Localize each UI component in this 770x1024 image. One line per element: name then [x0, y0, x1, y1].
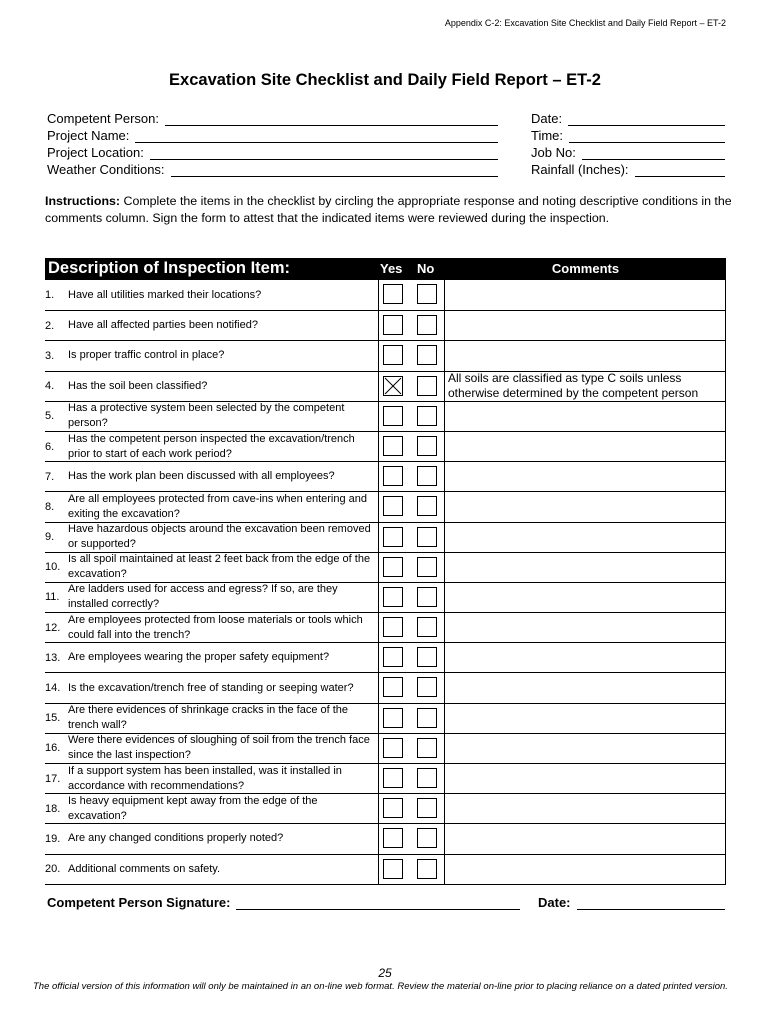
page-title: Excavation Site Checklist and Daily Field Report – ET-2 [169, 71, 601, 89]
item-question: Are employees wearing the proper safety equipment? [68, 651, 330, 664]
project-location-label: Project Location: [47, 145, 144, 160]
item-question: Are any changed conditions properly noted? [68, 832, 284, 845]
item-number: 17. [45, 772, 61, 785]
weather-conditions-label: Weather Conditions: [47, 162, 165, 177]
column-divider [378, 432, 379, 461]
table-row [45, 401, 725, 431]
yes-checkbox[interactable] [383, 345, 403, 365]
no-checkbox[interactable] [417, 406, 437, 426]
comment-cell[interactable] [448, 824, 725, 853]
column-divider [444, 855, 445, 884]
column-divider [378, 553, 379, 582]
yes-checkbox[interactable] [383, 406, 403, 426]
column-divider [444, 734, 445, 763]
yes-checkbox[interactable] [383, 376, 403, 396]
item-number: 2. [45, 319, 55, 332]
table-row [45, 642, 725, 672]
column-divider [444, 492, 445, 521]
comment-cell[interactable] [448, 613, 725, 642]
rainfall-line[interactable] [635, 162, 725, 177]
column-divider [378, 492, 379, 521]
no-checkbox[interactable] [417, 557, 437, 577]
no-checkbox[interactable] [417, 284, 437, 304]
yes-checkbox[interactable] [383, 617, 403, 637]
comment-cell[interactable] [448, 583, 725, 612]
table-row [45, 431, 725, 461]
no-checkbox[interactable] [417, 708, 437, 728]
item-question: Has the competent person inspected the excavation/trench prior to start of each work period? [68, 432, 355, 460]
comment-cell[interactable] [448, 764, 725, 793]
instructions [45, 193, 735, 227]
table-row [45, 793, 725, 823]
time-label: Time: [531, 128, 564, 143]
no-checkbox[interactable] [417, 768, 437, 788]
date-line[interactable] [568, 111, 725, 126]
column-divider [444, 553, 445, 582]
column-divider [444, 824, 445, 853]
project-location-field[interactable] [47, 142, 498, 160]
table-header [45, 258, 726, 280]
column-divider [378, 855, 379, 884]
comment-cell[interactable] [448, 402, 725, 431]
comment-cell[interactable] [448, 311, 725, 340]
rainfall-field[interactable] [531, 159, 725, 177]
no-checkbox[interactable] [417, 677, 437, 697]
column-divider [378, 372, 379, 401]
comment-cell[interactable] [448, 523, 725, 552]
column-divider [378, 583, 379, 612]
no-checkbox[interactable] [417, 466, 437, 486]
appendix-header: Appendix C-2: Excavation Site Checklist and Daily Field Report – ET-2 [444, 18, 726, 28]
item-question: Have all affected parties been notified? [68, 319, 258, 332]
job-no-label: Job No: [531, 145, 576, 160]
column-divider [444, 673, 445, 702]
no-checkbox[interactable] [417, 828, 437, 848]
column-divider [378, 341, 379, 370]
yes-checkbox[interactable] [383, 587, 403, 607]
item-number: 4. [45, 380, 55, 393]
column-divider [444, 341, 445, 370]
table-row [45, 522, 725, 552]
date-field[interactable] [531, 108, 725, 126]
column-divider [378, 794, 379, 823]
item-question: Have all utilities marked their locations? [68, 288, 262, 301]
comments-header: Comments [551, 261, 620, 276]
footer-note: The official version of this information will only be maintained in an on-line web format. Review the material on-line prior to placing reliance on a dated printed version. [33, 981, 728, 992]
item-number: 9. [45, 531, 55, 544]
item-question: Were there evidences of sloughing of soil from the trench face since the last inspection? [68, 734, 370, 762]
column-divider [444, 583, 445, 612]
item-number: 6. [45, 440, 55, 453]
column-divider [378, 523, 379, 552]
instructions-label: Instructions: [45, 194, 121, 208]
table-row [45, 763, 725, 793]
rainfall-label: Rainfall (Inches): [531, 162, 629, 177]
column-divider [444, 462, 445, 491]
project-name-field[interactable] [47, 125, 498, 143]
table-row [45, 340, 725, 370]
item-number: 13. [45, 651, 61, 664]
item-number: 7. [45, 470, 55, 483]
signature-date-field[interactable] [538, 892, 725, 910]
table-row [45, 280, 725, 310]
item-question: Are employees protected from loose materials or tools which could fall into the trench? [68, 613, 363, 641]
comment-cell[interactable] [448, 492, 725, 521]
yes-checkbox[interactable] [383, 738, 403, 758]
item-question: Is all spoil maintained at least 2 feet back from the edge of the excavation? [68, 553, 371, 581]
table-row [45, 491, 725, 521]
table-row [45, 310, 725, 340]
table-row [45, 461, 725, 491]
column-divider [378, 673, 379, 702]
column-divider [378, 764, 379, 793]
yes-checkbox[interactable] [383, 527, 403, 547]
signature-line[interactable] [236, 895, 520, 910]
item-question: Are all employees protected from cave-ins when entering and exiting the excavation? [68, 492, 367, 520]
item-number: 10. [45, 561, 61, 574]
competent-person-line[interactable] [165, 111, 498, 126]
yes-checkbox[interactable] [383, 798, 403, 818]
table-row [45, 612, 725, 642]
column-divider [378, 704, 379, 733]
column-divider [444, 794, 445, 823]
item-number: 14. [45, 682, 61, 695]
no-checkbox[interactable] [417, 587, 437, 607]
column-divider [444, 523, 445, 552]
no-checkbox[interactable] [417, 617, 437, 637]
item-number: 20. [45, 863, 61, 876]
competent-person-label: Competent Person: [47, 111, 160, 126]
comment-cell[interactable] [448, 341, 725, 370]
yes-checkbox[interactable] [383, 466, 403, 486]
no-checkbox[interactable] [417, 798, 437, 818]
column-divider [378, 613, 379, 642]
table-row [45, 371, 725, 401]
description-header: Description of Inspection Item: [48, 259, 291, 277]
column-divider [444, 402, 445, 431]
column-divider [378, 311, 379, 340]
column-divider [444, 280, 445, 310]
item-question: Has the soil been classified? [68, 379, 208, 392]
date-label: Date: [531, 111, 563, 126]
item-question: Are ladders used for access and egress? If so, are they installed correctly? [68, 583, 338, 611]
column-divider [378, 734, 379, 763]
weather-conditions-field[interactable] [47, 159, 498, 177]
no-checkbox[interactable] [417, 738, 437, 758]
column-divider [444, 432, 445, 461]
job-no-field[interactable] [531, 142, 725, 160]
yes-checkbox[interactable] [383, 315, 403, 335]
instructions-text: Complete the items in the checklist by circling the appropriate response and noting descriptive conditions in the comments column. Sign the form to attest that the indicated items were reviewed during the inspection. [45, 194, 732, 225]
item-number: 3. [45, 349, 55, 362]
yes-checkbox[interactable] [383, 708, 403, 728]
column-divider [444, 311, 445, 340]
yes-checkbox[interactable] [383, 677, 403, 697]
yes-checkbox[interactable] [383, 768, 403, 788]
column-divider [378, 402, 379, 431]
no-checkbox[interactable] [417, 859, 437, 879]
yes-checkbox[interactable] [383, 647, 403, 667]
weather-conditions-line[interactable] [171, 162, 498, 177]
item-number: 5. [45, 410, 55, 423]
no-checkbox[interactable] [417, 436, 437, 456]
table-row [45, 854, 725, 884]
no-checkbox[interactable] [417, 345, 437, 365]
yes-checkbox[interactable] [383, 436, 403, 456]
comment-cell[interactable] [448, 280, 725, 310]
table-row [45, 552, 725, 582]
table-row [45, 582, 725, 612]
table-row [45, 733, 725, 763]
table-row [45, 703, 725, 733]
signature-label: Competent Person Signature: [47, 895, 231, 910]
column-divider [378, 824, 379, 853]
no-checkbox[interactable] [417, 496, 437, 516]
comment-cell[interactable] [448, 432, 725, 461]
no-header: No [417, 261, 435, 276]
table-row [45, 672, 725, 702]
item-number: 11. [45, 591, 60, 604]
item-question: Has the work plan been discussed with all employees? [68, 470, 335, 483]
competent-person-field[interactable] [47, 108, 498, 126]
item-question: Have hazardous objects around the excavation been removed or supported? [68, 523, 371, 551]
comment-cell[interactable] [448, 855, 725, 884]
item-number: 15. [45, 712, 61, 725]
signature-field[interactable] [47, 892, 520, 910]
comment-cell[interactable] [448, 643, 725, 672]
comment-cell[interactable] [448, 553, 725, 582]
column-divider [444, 613, 445, 642]
comment-cell[interactable] [448, 794, 725, 823]
column-divider [378, 643, 379, 672]
table-row [45, 823, 725, 853]
column-divider [444, 704, 445, 733]
column-divider [444, 372, 445, 401]
inspection-table [45, 258, 726, 885]
item-question: Additional comments on safety. [68, 862, 221, 875]
item-number: 19. [45, 832, 61, 845]
yes-checkbox[interactable] [383, 859, 403, 879]
item-number: 8. [45, 500, 55, 513]
comment-cell[interactable] [448, 734, 725, 763]
no-checkbox[interactable] [417, 527, 437, 547]
item-question: If a support system has been installed, was it installed in accordance with recommendations? [68, 764, 342, 792]
item-question: Is the excavation/trench free of standing or seeping water? [68, 681, 354, 694]
signature-date-label: Date: [538, 895, 571, 910]
no-checkbox[interactable] [417, 376, 437, 396]
job-no-line[interactable] [582, 145, 725, 160]
no-checkbox[interactable] [417, 315, 437, 335]
signature-date-line[interactable] [577, 895, 725, 910]
column-divider [444, 643, 445, 672]
comment-cell[interactable]: All soils are classified as type C soils unless otherwise determined by the competent person [448, 371, 699, 401]
project-name-line[interactable] [135, 128, 498, 143]
item-question: Is heavy equipment kept away from the edge of the excavation? [68, 794, 318, 822]
comment-cell[interactable] [448, 462, 725, 491]
yes-checkbox[interactable] [383, 557, 403, 577]
yes-header: Yes [380, 261, 403, 276]
table-body [45, 280, 726, 885]
yes-checkbox[interactable] [383, 496, 403, 516]
project-name-label: Project Name: [47, 128, 130, 143]
comment-cell[interactable] [448, 673, 725, 702]
column-divider [444, 764, 445, 793]
item-question: Has a protective system been selected by the competent person? [68, 402, 345, 430]
yes-checkbox[interactable] [383, 828, 403, 848]
item-number: 12. [45, 621, 61, 634]
project-location-line[interactable] [150, 145, 498, 160]
column-divider [378, 280, 379, 310]
item-question: Are there evidences of shrinkage cracks in the face of the trench wall? [68, 704, 349, 732]
comment-cell[interactable] [448, 704, 725, 733]
item-number: 16. [45, 742, 61, 755]
item-number: 1. [45, 289, 55, 302]
time-field[interactable] [531, 125, 725, 143]
column-divider [378, 462, 379, 491]
item-question: Is proper traffic control in place? [68, 349, 225, 362]
yes-checkbox[interactable] [383, 284, 403, 304]
page-number: 25 [378, 966, 392, 980]
item-number: 18. [45, 802, 61, 815]
no-checkbox[interactable] [417, 647, 437, 667]
time-line[interactable] [569, 128, 725, 143]
